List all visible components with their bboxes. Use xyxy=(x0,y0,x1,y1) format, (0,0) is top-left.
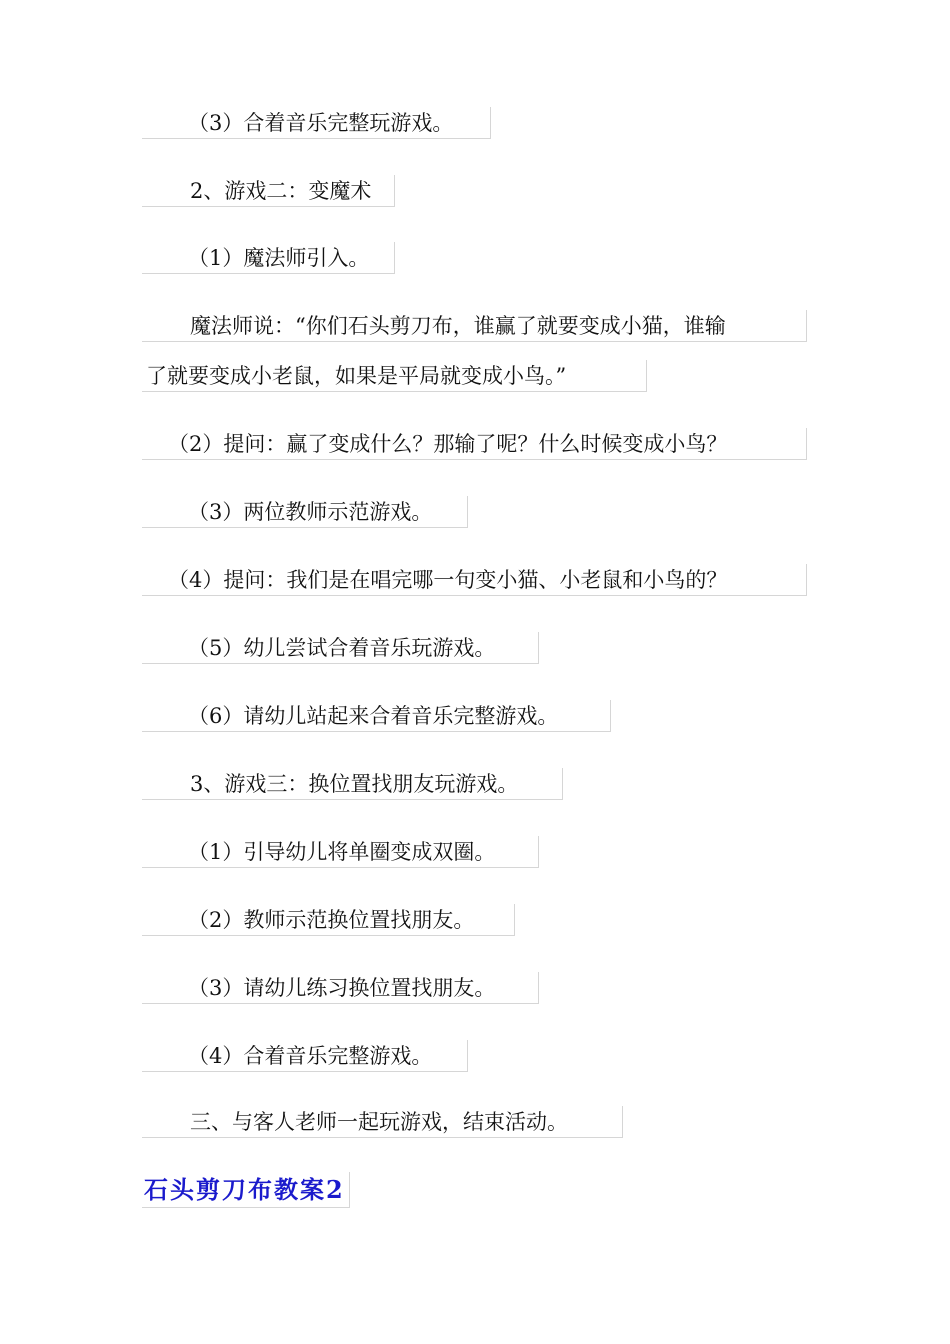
paragraph-line xyxy=(142,632,539,664)
paragraph-text: （4）合着音乐完整游戏。 xyxy=(188,1044,433,1068)
paragraph-text: （5）幼儿尝试合着音乐玩游戏。 xyxy=(188,636,496,660)
paragraph-line xyxy=(142,175,395,207)
paragraph-line xyxy=(142,1106,623,1138)
paragraph-text: （6）请幼儿站起来合着音乐完整游戏。 xyxy=(188,704,559,728)
paragraph-line xyxy=(142,428,807,460)
paragraph-line xyxy=(142,360,647,392)
paragraph-line xyxy=(142,496,468,528)
paragraph-line xyxy=(142,768,563,800)
paragraph-text: 了就要变成小老鼠，如果是平局就变成小鸟。” xyxy=(146,364,567,388)
paragraph-text: 魔法师说：“你们石头剪刀布，谁赢了就要变成小猫，谁输 xyxy=(190,314,726,338)
paragraph-line xyxy=(142,310,807,342)
paragraph-line xyxy=(142,972,539,1004)
paragraph-text: 三、与客人老师一起玩游戏，结束活动。 xyxy=(190,1110,568,1134)
paragraph-text: 3、游戏三：换位置找朋友玩游戏。 xyxy=(190,772,519,796)
paragraph-line xyxy=(142,564,807,596)
paragraph-text: （2）教师示范换位置找朋友。 xyxy=(188,908,475,932)
paragraph-text: （3）请幼儿练习换位置找朋友。 xyxy=(188,976,496,1000)
paragraph-line xyxy=(142,904,515,936)
paragraph-text: （4）提问：我们是在唱完哪一句变小猫、小老鼠和小鸟的？ xyxy=(168,568,728,592)
paragraph-line xyxy=(142,242,395,274)
paragraph-line xyxy=(142,1040,468,1072)
paragraph-text: （1）魔法师引入。 xyxy=(188,246,370,270)
paragraph-text: （1）引导幼儿将单圈变成双圈。 xyxy=(188,840,496,864)
paragraph-text: （3）合着音乐完整玩游戏。 xyxy=(188,111,454,135)
paragraph-line xyxy=(142,700,611,732)
section-heading xyxy=(142,1172,350,1208)
paragraph-text: （2）提问：赢了变成什么？那输了呢？什么时候变成小鸟？ xyxy=(168,432,728,456)
paragraph-line xyxy=(142,107,491,139)
paragraph-text: （3）两位教师示范游戏。 xyxy=(188,500,433,524)
paragraph-text: 2、游戏二：变魔术 xyxy=(190,179,372,203)
section-heading-text: 石头剪刀布教案2 xyxy=(144,1175,345,1204)
paragraph-line xyxy=(142,836,539,868)
